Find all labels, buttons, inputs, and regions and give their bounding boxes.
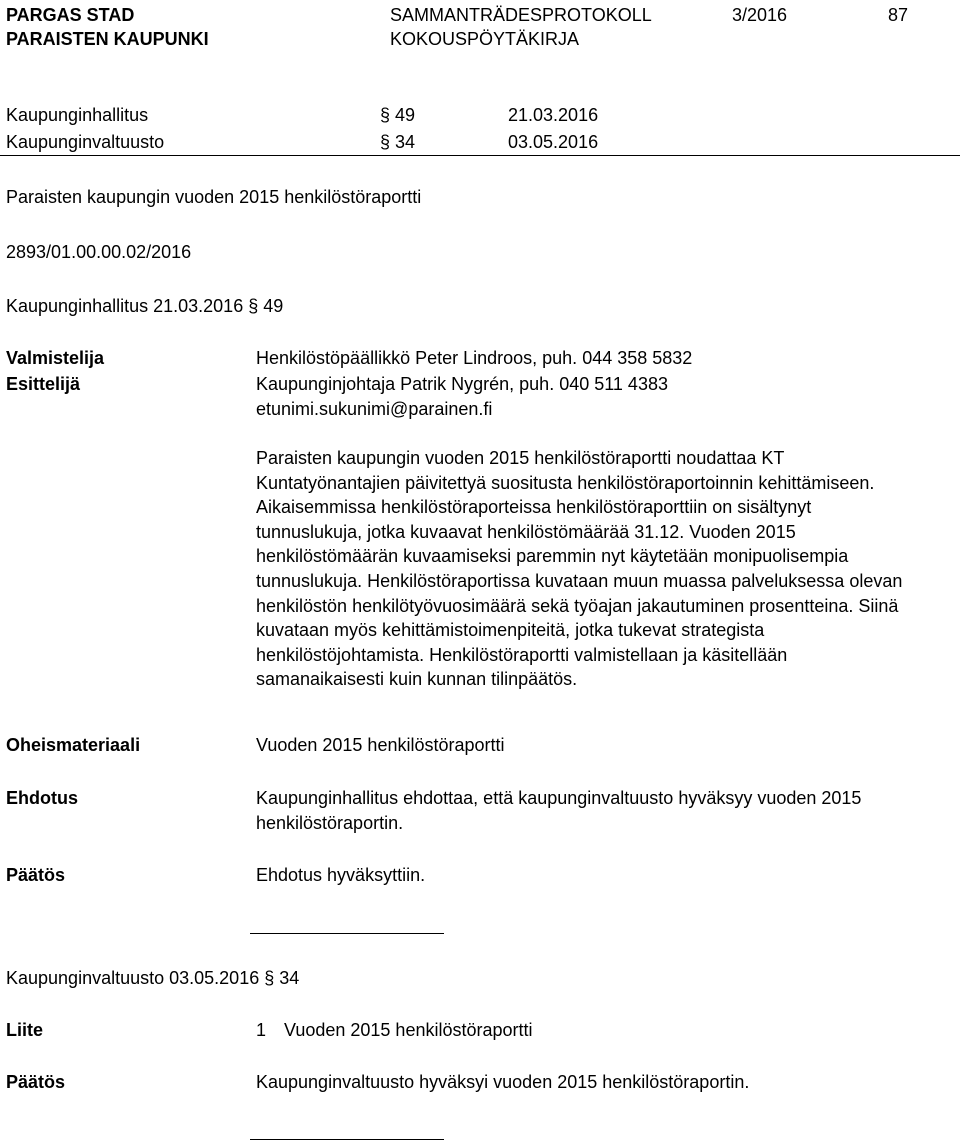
doc-type-finnish: KOKOUSPÖYTÄKIRJA: [390, 29, 580, 49]
presenter-value: Kaupunginjohtaja Patrik Nygrén, puh. 040 511 4383: [256, 374, 668, 394]
page-number: 87: [888, 5, 909, 25]
body-line: Aikaisemmissa henkilöstöraporteissa henkilöstöraporttiin on sisältynyt: [256, 497, 812, 518]
kv-heading: Kaupunginvaltuusto 03.05.2016 § 34: [6, 968, 300, 988]
org-name-swedish: PARGAS STAD: [6, 5, 135, 25]
body-line: henkilöstöjohtamista. Henkilöstöraportti valmistellaan ja käsitellään: [256, 644, 788, 665]
handling-date-2: 03.05.2016: [508, 132, 599, 152]
kh-heading: Kaupunginhallitus 21.03.2016 § 49: [6, 296, 284, 316]
preparer-value: Henkilöstöpäällikkö Peter Lindroos, puh. 044 358 5832: [256, 348, 693, 368]
proposal-label: Ehdotus: [6, 788, 78, 808]
body-line: henkilöstön henkilötyövuosimäärä sekä työajan jakautuminen prosentteina. Siinä: [256, 595, 899, 616]
attachments-label: Oheismateriaali: [6, 735, 141, 755]
body-line: samanaikaisesti kuin kunnan tilinpäätös.: [256, 669, 578, 690]
header-divider: [0, 155, 960, 156]
presenter-email: etunimi.sukunimi@parainen.fi: [256, 399, 493, 419]
body-line: tunnuslukuja. Henkilöstöraportissa kuvataan muun muassa palveluksessa olevan: [256, 570, 903, 591]
presenter-label: Esittelijä: [6, 374, 81, 394]
diary-number: 2893/01.00.00.02/2016: [6, 242, 192, 262]
attachments-value: Vuoden 2015 henkilöstöraportti: [256, 735, 505, 755]
section-separator: [250, 1139, 444, 1140]
body-line: Kuntatyönantajien päivitettyä suositusta henkilöstöraportoinnin kehittämiseen.: [256, 472, 875, 493]
body-line: kuvataan myös kehittämistoimenpiteitä, jotka tukevat strategista: [256, 620, 765, 641]
decision-kv-label: Päätös: [6, 1072, 66, 1092]
section-separator: [250, 933, 444, 934]
issue-number: 3/2016: [732, 5, 788, 25]
decision-kv-value: Kaupunginvaltuusto hyväksyi vuoden 2015 henkilöstöraportin.: [256, 1072, 750, 1092]
handling-date-1: 21.03.2016: [508, 105, 599, 125]
handling-section-1: § 49: [380, 105, 416, 125]
body-line: tunnuslukuja, jotka kuvaavat henkilöstömäärää 31.12. Vuoden 2015: [256, 521, 796, 542]
preparer-label: Valmistelija: [6, 348, 105, 368]
proposal-line-2: henkilöstöraportin.: [256, 813, 404, 833]
document-title: Paraisten kaupungin vuoden 2015 henkilöstöraportti: [6, 187, 422, 207]
handling-body-2: Kaupunginvaltuusto: [6, 132, 165, 152]
handling-body-1: Kaupunginhallitus: [6, 105, 149, 125]
body-line: henkilöstömäärän kuvaamiseksi paremmin nyt käytetään monipuolisempia: [256, 546, 849, 567]
org-name-finnish: PARAISTEN KAUPUNKI: [6, 29, 209, 49]
proposal-line-1: Kaupunginhallitus ehdottaa, että kaupunginvaltuusto hyväksyy vuoden 2015: [256, 788, 862, 808]
decision-kh-value: Ehdotus hyväksyttiin.: [256, 865, 426, 885]
body-line: Paraisten kaupungin vuoden 2015 henkilöstöraportti noudattaa KT: [256, 448, 785, 468]
appendix-label: Liite: [6, 1020, 44, 1040]
body-paragraph: [256, 446, 946, 692]
doc-type-swedish: SAMMANTRÄDESPROTOKOLL: [390, 5, 652, 25]
decision-kh-label: Päätös: [6, 865, 66, 885]
appendix-number: 1: [256, 1020, 267, 1040]
handling-section-2: § 34: [380, 132, 416, 152]
appendix-value: Vuoden 2015 henkilöstöraportti: [284, 1020, 533, 1040]
